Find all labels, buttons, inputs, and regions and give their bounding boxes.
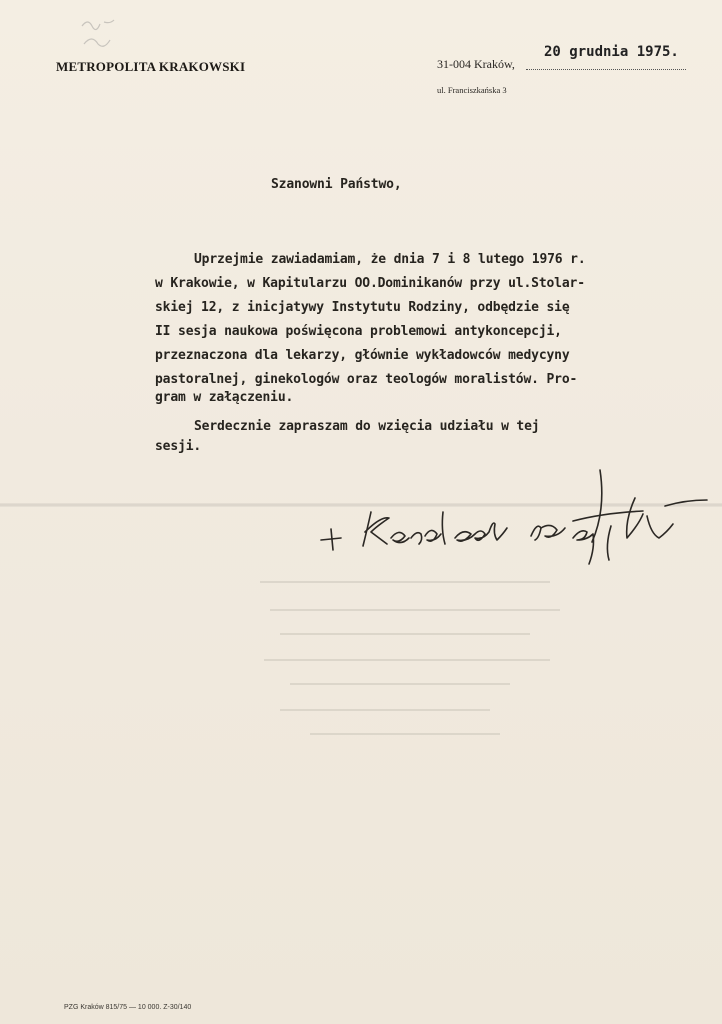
body-line-3: skiej 12, z inicjatywy Instytutu Rodziny, odbędzie się (155, 300, 570, 315)
bleed-through-text (250, 572, 580, 772)
body-line-1: Uprzejmie zawiadamiam, że dnia 7 i 8 lutego 1976 r. (194, 252, 586, 267)
body-line-4: II sesja naukowa poświęcona problemowi antykoncepcji, (155, 324, 562, 339)
letterhead-title: METROPOLITA KRAKOWSKI (56, 59, 246, 74)
closing-line-2: sesji. (155, 439, 202, 454)
date-dotted-line (526, 68, 686, 70)
body-line-5: przeznaczona dla lekarzy, głównie wykładowców medycyny (155, 348, 570, 363)
print-footer: PZG Kraków 815/75 — 10 000. Z-30/140 (64, 1004, 192, 1011)
body-line-6: pastoralnej, ginekologów oraz teologów moralistów. Pro- (155, 372, 578, 387)
pencil-annotation (78, 14, 128, 54)
letterhead-street: ul. Franciszkańska 3 (437, 85, 507, 95)
closing-line-1: Serdecznie zapraszam do wzięcia udziału w tej (194, 419, 540, 434)
body-line-2: w Krakowie, w Kapitularzu OO.Dominikanów przy ul.Stolar- (155, 276, 585, 291)
handwritten-signature (315, 466, 715, 571)
letter-date: 20 grudnia 1975. (544, 44, 679, 60)
body-line-7: gram w załączeniu. (155, 390, 294, 405)
salutation: Szanowni Państwo, (271, 177, 402, 192)
letterhead-city: 31-004 Kraków, (437, 57, 515, 71)
